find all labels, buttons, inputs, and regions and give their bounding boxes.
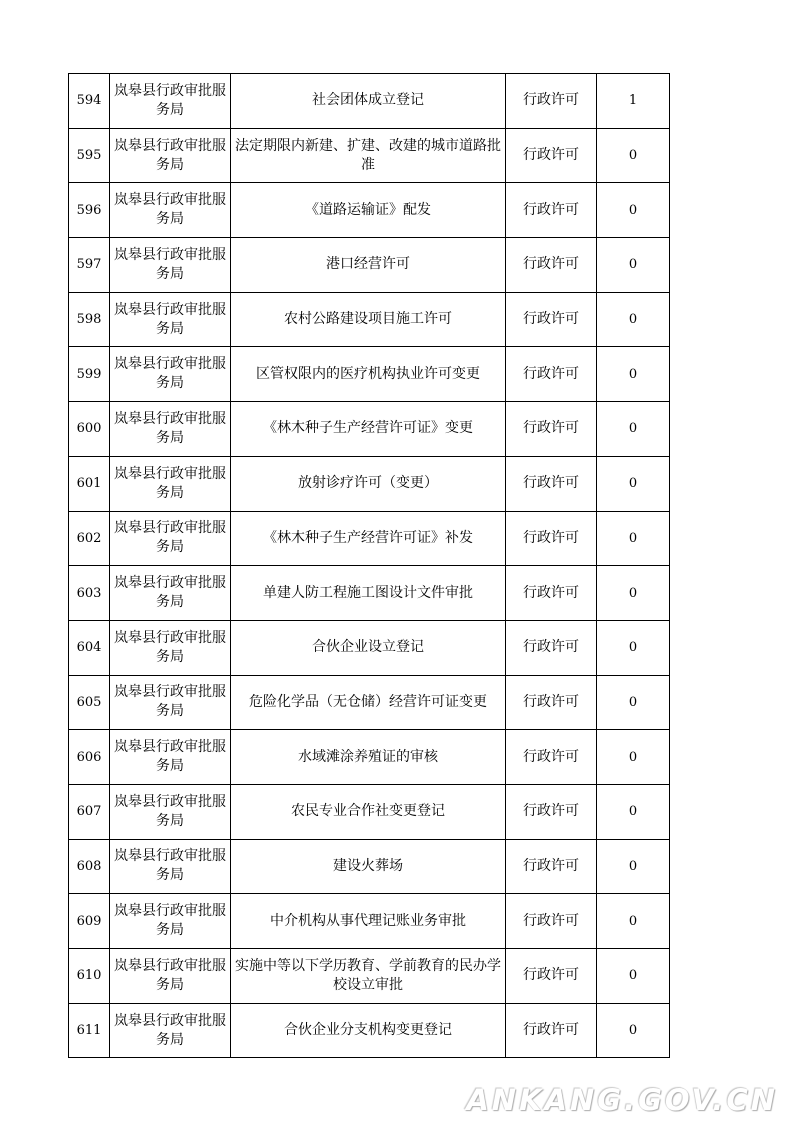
- row-number: 603: [69, 566, 110, 621]
- table-row: [69, 675, 670, 730]
- department-cell: 岚皋县行政审批服务局: [110, 238, 231, 293]
- item-name-cell: 放射诊疗许可（变更）: [231, 456, 506, 511]
- row-number: 595: [69, 128, 110, 183]
- item-name-cell: 农村公路建设项目施工许可: [231, 292, 506, 347]
- row-number: 596: [69, 183, 110, 238]
- department-cell: 岚皋县行政审批服务局: [110, 784, 231, 839]
- row-number: 610: [69, 949, 110, 1004]
- item-name-cell: 区管权限内的医疗机构执业许可变更: [231, 347, 506, 402]
- row-number: 606: [69, 730, 110, 785]
- row-number: 598: [69, 292, 110, 347]
- row-number: 594: [69, 74, 110, 129]
- item-type-cell: 行政许可: [506, 238, 597, 293]
- count-cell: 0: [597, 730, 670, 785]
- table-row: [69, 566, 670, 621]
- count-cell: 1: [597, 74, 670, 129]
- department-cell: 岚皋县行政审批服务局: [110, 894, 231, 949]
- item-name-cell: 合伙企业设立登记: [231, 620, 506, 675]
- item-name-cell: 建设火葬场: [231, 839, 506, 894]
- department-cell: 岚皋县行政审批服务局: [110, 1003, 231, 1058]
- row-number: 609: [69, 894, 110, 949]
- item-type-cell: 行政许可: [506, 402, 597, 457]
- count-cell: 0: [597, 511, 670, 566]
- site-watermark: ANKANG.GOV.CN: [466, 1083, 778, 1117]
- item-type-cell: 行政许可: [506, 456, 597, 511]
- item-name-cell: 中介机构从事代理记账业务审批: [231, 894, 506, 949]
- item-name-cell: 《道路运输证》配发: [231, 183, 506, 238]
- table-row: [69, 347, 670, 402]
- item-name-cell: 农民专业合作社变更登记: [231, 784, 506, 839]
- item-name-cell: 港口经营许可: [231, 238, 506, 293]
- count-cell: 0: [597, 183, 670, 238]
- table-row: [69, 839, 670, 894]
- department-cell: 岚皋县行政审批服务局: [110, 949, 231, 1004]
- item-type-cell: 行政许可: [506, 566, 597, 621]
- item-type-cell: 行政许可: [506, 292, 597, 347]
- count-cell: 0: [597, 620, 670, 675]
- department-cell: 岚皋县行政审批服务局: [110, 183, 231, 238]
- item-type-cell: 行政许可: [506, 1003, 597, 1058]
- department-cell: 岚皋县行政审批服务局: [110, 456, 231, 511]
- row-number: 611: [69, 1003, 110, 1058]
- item-type-cell: 行政许可: [506, 511, 597, 566]
- item-type-cell: 行政许可: [506, 74, 597, 129]
- count-cell: 0: [597, 839, 670, 894]
- department-cell: 岚皋县行政审批服务局: [110, 566, 231, 621]
- department-cell: 岚皋县行政审批服务局: [110, 511, 231, 566]
- item-type-cell: 行政许可: [506, 839, 597, 894]
- row-number: 602: [69, 511, 110, 566]
- item-name-cell: 水域滩涂养殖证的审核: [231, 730, 506, 785]
- table-row: [69, 402, 670, 457]
- item-name-cell: 《林木种子生产经营许可证》变更: [231, 402, 506, 457]
- row-number: 607: [69, 784, 110, 839]
- item-name-cell: 实施中等以下学历教育、学前教育的民办学校设立审批: [231, 949, 506, 1004]
- count-cell: 0: [597, 675, 670, 730]
- item-type-cell: 行政许可: [506, 894, 597, 949]
- row-number: 601: [69, 456, 110, 511]
- table-row: [69, 620, 670, 675]
- row-number: 605: [69, 675, 110, 730]
- table-row: [69, 511, 670, 566]
- item-name-cell: 单建人防工程施工图设计文件审批: [231, 566, 506, 621]
- row-number: 608: [69, 839, 110, 894]
- department-cell: 岚皋县行政审批服务局: [110, 402, 231, 457]
- department-cell: 岚皋县行政审批服务局: [110, 74, 231, 129]
- count-cell: 0: [597, 456, 670, 511]
- table-row: [69, 74, 670, 129]
- item-type-cell: 行政许可: [506, 347, 597, 402]
- table-row: [69, 730, 670, 785]
- row-number: 597: [69, 238, 110, 293]
- count-cell: 0: [597, 566, 670, 621]
- table-row: [69, 456, 670, 511]
- item-type-cell: 行政许可: [506, 784, 597, 839]
- count-cell: 0: [597, 949, 670, 1004]
- count-cell: 0: [597, 894, 670, 949]
- row-number: 600: [69, 402, 110, 457]
- table-row: [69, 238, 670, 293]
- table-row: [69, 128, 670, 183]
- count-cell: 0: [597, 784, 670, 839]
- count-cell: 0: [597, 292, 670, 347]
- count-cell: 0: [597, 128, 670, 183]
- table-body: [69, 74, 670, 1058]
- table-row: [69, 784, 670, 839]
- item-name-cell: 社会团体成立登记: [231, 74, 506, 129]
- item-type-cell: 行政许可: [506, 620, 597, 675]
- item-type-cell: 行政许可: [506, 675, 597, 730]
- table-row: [69, 183, 670, 238]
- department-cell: 岚皋县行政审批服务局: [110, 128, 231, 183]
- item-type-cell: 行政许可: [506, 730, 597, 785]
- department-cell: 岚皋县行政审批服务局: [110, 839, 231, 894]
- item-type-cell: 行政许可: [506, 949, 597, 1004]
- row-number: 599: [69, 347, 110, 402]
- item-name-cell: 危险化学品（无仓储）经营许可证变更: [231, 675, 506, 730]
- item-type-cell: 行政许可: [506, 128, 597, 183]
- table-row: [69, 949, 670, 1004]
- department-cell: 岚皋县行政审批服务局: [110, 620, 231, 675]
- department-cell: 岚皋县行政审批服务局: [110, 675, 231, 730]
- count-cell: 0: [597, 238, 670, 293]
- table-row: [69, 894, 670, 949]
- item-name-cell: 法定期限内新建、扩建、改建的城市道路批准: [231, 128, 506, 183]
- item-name-cell: 《林木种子生产经营许可证》补发: [231, 511, 506, 566]
- department-cell: 岚皋县行政审批服务局: [110, 292, 231, 347]
- count-cell: 0: [597, 1003, 670, 1058]
- item-name-cell: 合伙企业分支机构变更登记: [231, 1003, 506, 1058]
- count-cell: 0: [597, 402, 670, 457]
- approval-items-table: [68, 73, 670, 1058]
- department-cell: 岚皋县行政审批服务局: [110, 730, 231, 785]
- department-cell: 岚皋县行政审批服务局: [110, 347, 231, 402]
- table-row: [69, 292, 670, 347]
- count-cell: 0: [597, 347, 670, 402]
- table-row: [69, 1003, 670, 1058]
- row-number: 604: [69, 620, 110, 675]
- item-type-cell: 行政许可: [506, 183, 597, 238]
